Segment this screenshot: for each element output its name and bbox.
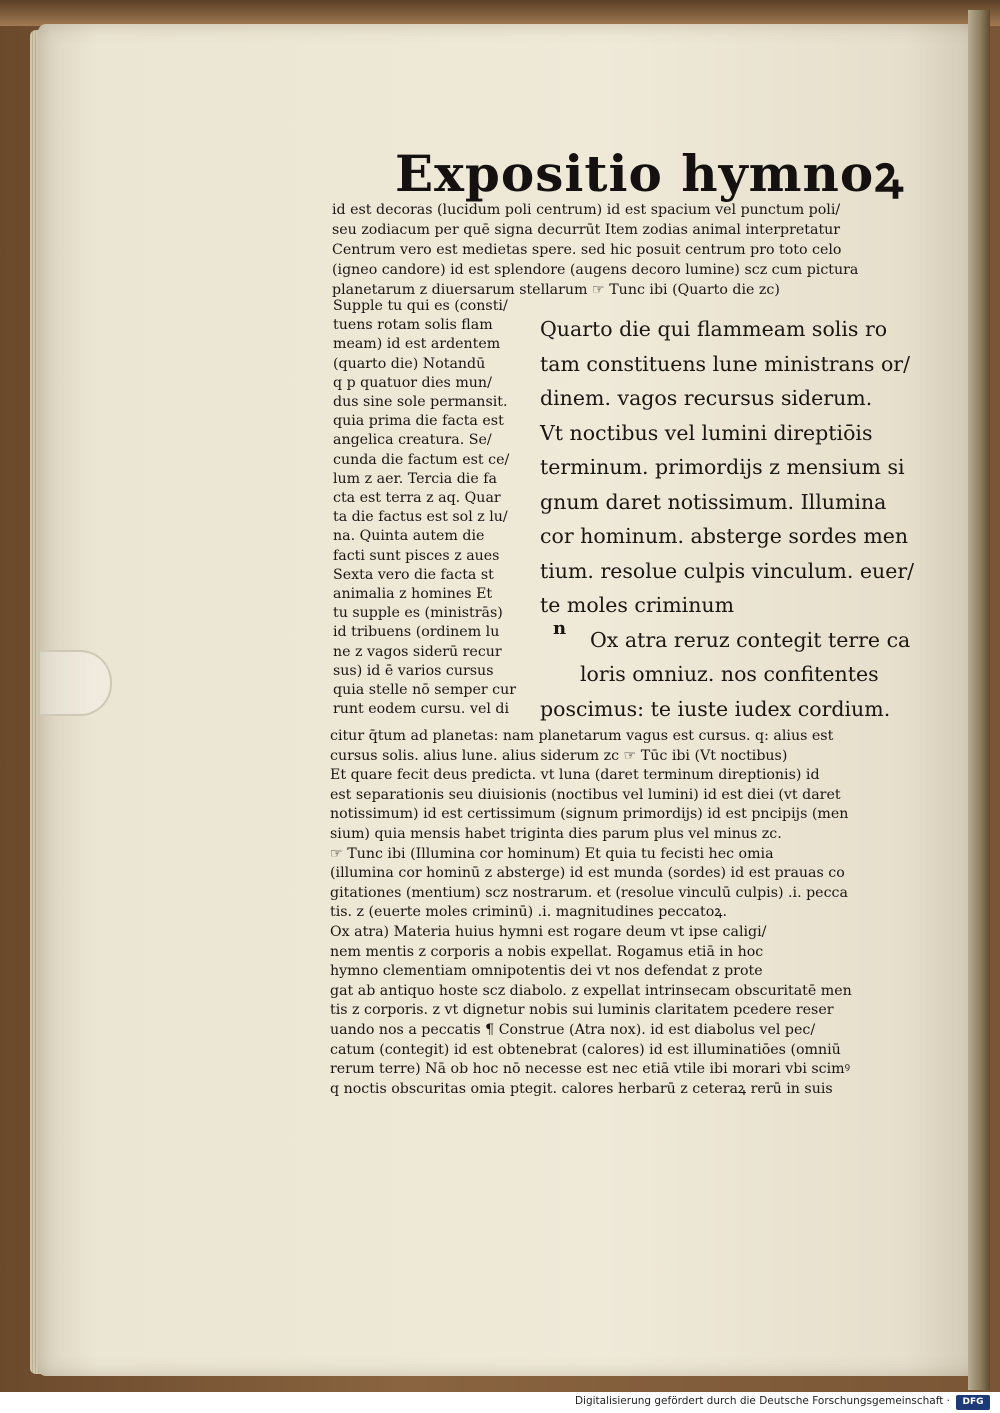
funding-credit: Digitalisierung gefördert durch die Deutsche Forschungsgemeinschaft · bbox=[574, 1395, 950, 1407]
commentary-line: ta die factus est sol z lu/ bbox=[333, 509, 508, 526]
commentary-line: na. Quinta autem die bbox=[333, 528, 485, 545]
commentary-line: meam) id est ardentem bbox=[333, 336, 501, 353]
dfg-logo[interactable]: DFG bbox=[956, 1395, 990, 1410]
commentary-line: lum z aer. Tercia die fa bbox=[333, 470, 497, 487]
intro-line: seu zodiacum per quē signa decurrūt Item zodias animal interpretatur bbox=[332, 222, 841, 238]
commentary-line: Sexta vero die facta st bbox=[333, 566, 494, 583]
intro-line: (igneo candore) id est splendore (augens decoro lumine) scz cum pictura bbox=[332, 262, 859, 278]
hymn-line: tam constituens lune ministrans or/ bbox=[540, 351, 911, 376]
hymn-line: tium. resolue culpis vinculum. euer/ bbox=[540, 558, 915, 583]
hymn-line: te moles criminum bbox=[540, 593, 735, 617]
commentary-line: quia prima die facta est bbox=[333, 413, 504, 430]
commentary-line: runt eodem cursu. vel di bbox=[333, 701, 510, 718]
hymn-line: cor hominum. absterge sordes men bbox=[540, 524, 909, 548]
commentary-line: notissimum) id est certissimum (signum primordijs) id est pncipijs (men bbox=[330, 806, 849, 823]
hymn-line: terminum. primordijs z mensium si bbox=[540, 455, 905, 479]
commentary-line: Et quare fecit deus predicta. vt luna (daret terminum direptionis) id bbox=[330, 767, 820, 784]
commentary-line: (illumina cor hominū z absterge) id est munda (sordes) id est prauas co bbox=[330, 865, 845, 882]
hymn-line: Ox atra reruz contegit terre ca bbox=[590, 627, 911, 652]
cover-top-edge bbox=[0, 0, 1000, 26]
commentary-line: animalia z homines Et bbox=[333, 586, 493, 602]
page-heading: Expositio hymnoꝝ bbox=[395, 144, 905, 203]
commentary-line: est separationis seu diuisionis (noctibus vel lumini) id est diei (vt daret bbox=[330, 786, 841, 803]
digitization-footer bbox=[0, 1392, 1000, 1413]
hymn-line: Quarto die qui flammeam solis ro bbox=[540, 317, 888, 341]
commentary-line: cunda die factum est ce/ bbox=[333, 451, 510, 468]
commentary-line: tis z corporis. z vt dignetur nobis sui luminis claritatem pcedere reser bbox=[330, 1002, 834, 1019]
commentary-line: gat ab antiquo hoste scz diabolo. z expellat intrinsecam obscuritatē men bbox=[330, 982, 852, 999]
commentary-line: Supple tu qui es (consti/ bbox=[333, 298, 508, 314]
commentary-line: cursus solis. alius lune. alius siderum zc ☞ Tūc ibi (Vt noctibus) bbox=[330, 747, 788, 764]
spine-edge bbox=[968, 10, 990, 1390]
hymn-line: gnum daret notissimum. Illumina bbox=[540, 489, 887, 514]
commentary-line: gitationes (mentium) scz nostrarum. et (resolue vinculū culpis) .i. pecca bbox=[330, 884, 848, 901]
intro-line: id est decoras (lucidum poli centrum) id est spacium vel punctum poli/ bbox=[332, 202, 841, 218]
commentary-line: id tribuens (ordinem lu bbox=[333, 624, 500, 641]
commentary-line: quia stelle nō semper cur bbox=[333, 682, 517, 698]
intro-line: planetarum z diuersarum stellarum ☞ Tunc ibi (Quarto die zc) bbox=[332, 282, 780, 298]
commentary-line: ☞ Tunc ibi (Illumina cor hominum) Et quia tu fecisti hec omia bbox=[330, 845, 774, 862]
commentary-line: sus) id ē varios cursus bbox=[333, 662, 494, 679]
commentary-line: tu supple es (ministrās) bbox=[333, 605, 503, 622]
commentary-line: sium) quia mensis habet triginta dies parum plus vel minus zc. bbox=[330, 826, 782, 842]
commentary-line: q noctis obscuritas omia ptegit. calores herbarū z ceteraꝝ rerū in suis bbox=[330, 1080, 833, 1097]
intro-line: Centrum vero est medietas spere. sed hic posuit centrum pro toto celo bbox=[332, 242, 842, 258]
commentary-line: ne z vagos siderū recur bbox=[333, 643, 502, 660]
commentary-line: cta est terra z aq. Quar bbox=[333, 490, 501, 506]
hymn-line: poscimus: te iuste iudex cordium. bbox=[540, 696, 891, 721]
commentary-line: hymno clementiam omnipotentis dei vt nos defendat z prote bbox=[330, 963, 763, 980]
initial-letter: n bbox=[553, 618, 567, 639]
commentary-line: nem mentis z corporis a nobis expellat. Rogamus etiā in hoc bbox=[330, 943, 764, 960]
commentary-line: tuens rotam solis flam bbox=[333, 317, 493, 334]
commentary-line: uando nos a peccatis ¶ Construe (Atra nox). id est diabolus vel pec/ bbox=[330, 1022, 816, 1038]
commentary-line: q p quatuor dies mun/ bbox=[333, 374, 492, 391]
commentary-line: facti sunt pisces z aues bbox=[333, 547, 500, 564]
hymn-line: Vt noctibus vel lumini direptiōis bbox=[540, 420, 873, 445]
commentary-line: dus sine sole permansit. bbox=[333, 394, 508, 410]
hymn-line: dinem. vagos recursus siderum. bbox=[540, 386, 873, 410]
commentary-line: rerum terre) Nā ob hoc nō necesse est nec etiā vtile ibi morari vbi scimꝰ bbox=[330, 1061, 851, 1078]
hymn-line: loris omniuz. nos confitentes bbox=[580, 662, 879, 686]
commentary-line: Ox atra) Materia huius hymni est rogare deum vt ipse caligi/ bbox=[330, 924, 767, 940]
commentary-line: citur q̄tum ad planetas: nam planetarum vagus est cursus. q: alius est bbox=[330, 728, 834, 744]
commentary-line: catum (contegit) id est obtenebrat (calores) id est illuminatiōes (omniū bbox=[330, 1041, 841, 1058]
commentary-line: (quarto die) Notandū bbox=[333, 355, 486, 372]
commentary-line: tis. z (euerte moles criminū) .i. magnitudines peccatoꝝ. bbox=[330, 904, 727, 921]
page-tab-mark bbox=[40, 650, 112, 716]
commentary-line: angelica creatura. Se/ bbox=[333, 432, 492, 449]
